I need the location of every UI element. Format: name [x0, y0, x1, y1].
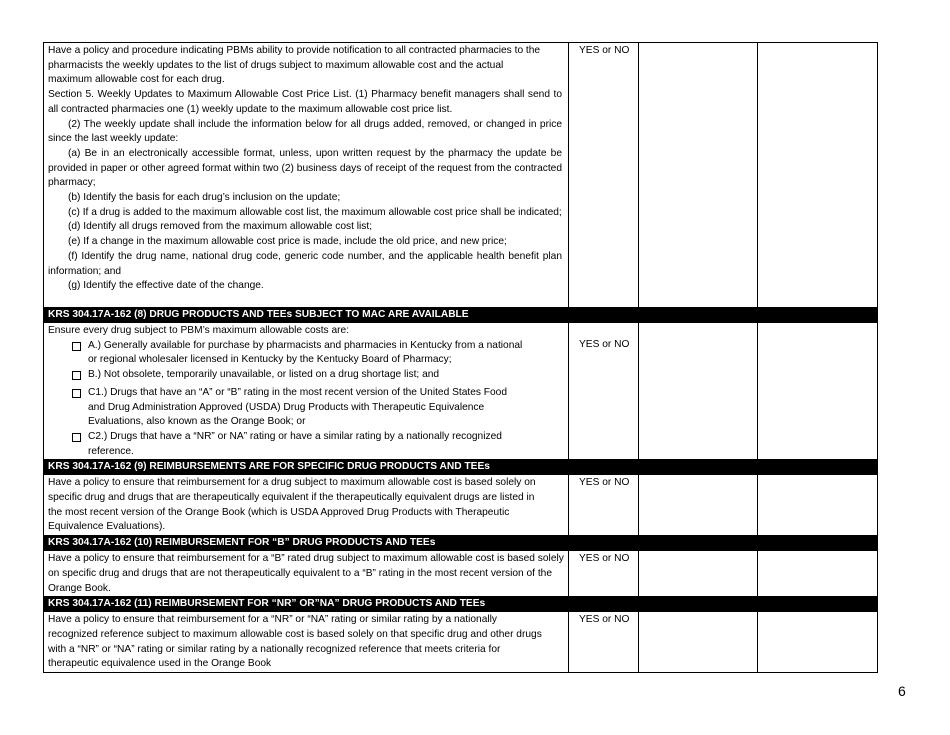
response-cell[interactable] — [639, 551, 758, 597]
comments-cell[interactable] — [758, 475, 878, 536]
checklist-item-label: C1.) Drugs that have an “A” or “B” rating in the most recent version of the United States Food and Drug Administration Approved (USDA) Drug Products with Therapeutic Equivalence Evaluations, also known as the Orange Book; or — [88, 386, 508, 428]
comments-cell[interactable] — [758, 551, 878, 597]
section-header: KRS 304.17A-162 (11) REIMBURSEMENT FOR “NR” OR”NA” DRUG PRODUCTS AND TEEs — [44, 597, 878, 612]
requirement-cell: Have a policy to ensure that reimbursement for a drug subject to maximum allowable cost is based solely on specific drug and drugs that are therapeutically equivalent if the therapeutically equivalent drugs are listed in the most recent version of the Orange Book (which is USDA Approved Drug Products with Therapeutic Equivalence Evaluations). — [44, 475, 569, 536]
checklist-item — [72, 368, 564, 386]
response-cell[interactable] — [639, 475, 758, 536]
requirement-text: (a) Be in an electronically accessible format, unless, upon written request by the pharmacy the update be provided in paper or other agreed format within two (2) business days of receipt of the request from the contracted pharmacy; — [48, 147, 562, 189]
yes-no-cell: YES or NO — [569, 323, 639, 460]
section-header-row — [44, 460, 878, 475]
requirement-cell — [44, 43, 569, 308]
yes-no-cell: YES or NO — [569, 43, 639, 308]
section-header-row — [44, 308, 878, 323]
requirement-text: (f) Identify the drug name, national drug code, generic code number, and the applicable health benefit plan information; and — [48, 250, 562, 277]
requirement-text: Section 5. Weekly Updates to Maximum Allowable Cost Price List. (1) Pharmacy benefit managers shall send to all contracted pharmacies one (1) weekly update to the maximum allowable cost price list. — [48, 89, 562, 115]
comments-cell[interactable] — [758, 323, 878, 460]
requirement-text: (g) Identify the effective date of the change. — [68, 280, 264, 292]
table-row — [44, 551, 878, 597]
requirement-text: (c) If a drug is added to the maximum allowable cost list, the maximum allowable cost price shall be indicated; — [68, 206, 562, 218]
section-header: KRS 304.17A-162 (10) REIMBURSEMENT FOR “B” DRUG PRODUCTS AND TEEs — [44, 536, 878, 551]
section-header-row — [44, 536, 878, 551]
requirement-cell: Have a policy to ensure that reimbursement for a “NR” or “NA” rating or similar rating by a nationally recognized reference subject to maximum allowable cost is based solely on that specific drug and other drugs with a “NR” or “NA” rating or similar rating by a nationally recognized reference that meets criteria for therapeutic equivalence used in the Orange Book — [44, 612, 569, 673]
section-header: KRS 304.17A-162 (8) DRUG PRODUCTS AND TEEs SUBJECT TO MAC ARE AVAILABLE — [44, 308, 878, 323]
yes-no-cell: YES or NO — [569, 475, 639, 536]
table-row — [44, 43, 878, 308]
requirement-text: (2) The weekly update shall include the information below for all drugs added, removed, or changed in price since the last weekly update: — [48, 118, 562, 145]
checklist-table — [43, 42, 878, 673]
requirement-text: Ensure every drug subject to PBM’s maximum allowable costs are: — [48, 325, 350, 336]
page-number: 6 — [898, 683, 906, 699]
table-row — [44, 612, 878, 673]
section-header-row — [44, 597, 878, 612]
requirement-text: (e) If a change in the maximum allowable cost price is made, include the old price, and new price; — [68, 236, 507, 248]
table-row — [44, 323, 878, 460]
yes-no-cell: YES or NO — [569, 551, 639, 597]
checklist-item-label: A.) Generally available for purchase by pharmacists and pharmacies in Kentucky from a national or regional wholesaler licensed in Kentucky by the Kentucky Board of Pharmacy; — [88, 339, 523, 366]
checkbox-icon[interactable] — [72, 433, 81, 442]
checklist-item — [72, 386, 564, 430]
response-cell[interactable] — [639, 43, 758, 308]
requirement-text: (d) Identify all drugs removed from the maximum allowable cost list; — [68, 221, 373, 233]
comments-cell[interactable] — [758, 612, 878, 673]
response-cell[interactable] — [639, 612, 758, 673]
requirement-text: Have a policy and procedure indicating PBMs ability to provide notification to all contracted pharmacies to the pharmacists the weekly updates to the list of drugs subject to maximum allowable cost and the actual maximum allowable cost for each drug. — [48, 45, 541, 86]
checklist-item — [72, 339, 564, 368]
requirement-cell: Have a policy to ensure that reimbursement for a “B” rated drug subject to maximum allowable cost is based solely on specific drug and drugs that are not therapeutically equivalent to a “B” rating in the most recent version of the Orange Book. — [44, 551, 569, 597]
requirement-cell — [44, 323, 569, 460]
checkbox-icon[interactable] — [72, 371, 81, 380]
checkbox-icon[interactable] — [72, 342, 81, 351]
checkbox-icon[interactable] — [72, 389, 81, 398]
requirement-text: (b) Identify the basis for each drug’s inclusion on the update; — [68, 192, 341, 204]
checklist-item-label: B.) Not obsolete, temporarily unavailable, or listed on a drug shortage list; and — [88, 369, 440, 381]
checklist-item — [72, 430, 564, 459]
checklist-item-label: C2.) Drugs that have a “NR” or NA” rating or have a similar rating by a nationally recognized reference. — [88, 430, 502, 457]
table-row — [44, 475, 878, 536]
comments-cell[interactable] — [758, 43, 878, 308]
yes-no-cell: YES or NO — [569, 612, 639, 673]
response-cell[interactable] — [639, 323, 758, 460]
section-header: KRS 304.17A-162 (9) REIMBURSEMENTS ARE FOR SPECIFIC DRUG PRODUCTS AND TEEs — [44, 460, 878, 475]
